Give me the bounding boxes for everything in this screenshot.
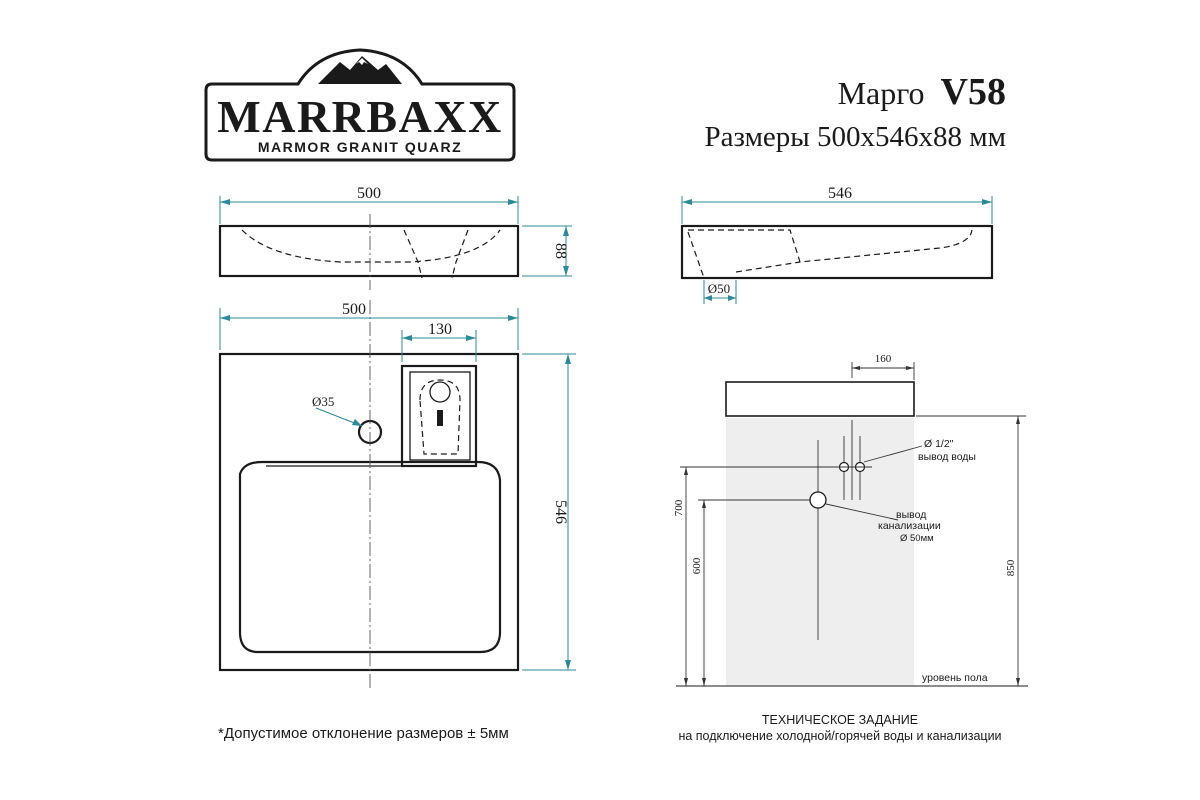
front-basin-hidden — [242, 230, 500, 262]
front-width-label: 500 — [357, 185, 381, 202]
model-code: V58 — [940, 71, 1006, 113]
brand-name: MARRBAXX — [217, 91, 503, 142]
front-height-label: 88 — [552, 243, 569, 259]
water-pipe-size: Ø 1/2" — [924, 438, 954, 450]
front-drain-hidden — [404, 230, 468, 278]
water-outlet-label: вывод воды — [918, 451, 976, 463]
side-view — [682, 185, 992, 304]
sewer-label-line2: канализации — [878, 520, 941, 532]
product-title — [705, 71, 1006, 153]
basin-bowl-outline — [240, 462, 500, 652]
brand-tagline: MARMOR GRANIT QUARZ — [257, 139, 463, 155]
model-name: Марго — [837, 75, 925, 111]
side-basin-hidden — [688, 230, 972, 262]
floor-label: уровень пола — [922, 672, 988, 684]
height-850-label: 850 — [1005, 559, 1017, 577]
front-view-outline — [220, 226, 518, 276]
side-drain-label: Ø50 — [707, 281, 731, 296]
offset-label: 160 — [874, 353, 892, 365]
svg-text:Марго V58 — [838, 71, 1006, 113]
height-700-label: 700 — [673, 499, 685, 517]
tap-slot — [437, 410, 443, 426]
sewer-size: Ø 50мм — [900, 533, 934, 544]
tolerance-note: *Допустимое отклонение размеров ± 5мм — [218, 725, 509, 742]
sewer-outlet-icon — [810, 492, 826, 508]
side-drain-hidden — [688, 232, 800, 278]
tap-block-label: 130 — [428, 321, 452, 338]
wall-backdrop — [726, 418, 914, 686]
dimensions-line: Размеры 500х546х88 мм — [704, 121, 1006, 153]
installation-diagram — [673, 353, 1028, 686]
height-600-label: 600 — [691, 557, 703, 575]
hole-diameter-label: Ø35 — [312, 394, 335, 409]
side-view-outline — [682, 226, 992, 278]
top-view — [220, 300, 576, 690]
spec-subtitle: на подключение холодной/горячей воды и канализации — [678, 729, 1002, 743]
installed-sink-outline — [726, 382, 914, 416]
sewer-label-line1: вывод — [896, 509, 927, 521]
tap-drain-ring — [430, 382, 450, 402]
top-view-outline — [220, 354, 518, 670]
side-depth-label: 546 — [828, 185, 852, 202]
spec-title: ТЕХНИЧЕСКОЕ ЗАДАНИЕ — [761, 713, 919, 727]
front-view — [220, 185, 572, 290]
brand-logo — [206, 50, 514, 160]
top-width-label: 500 — [342, 301, 366, 318]
top-depth-label: 546 — [552, 500, 569, 524]
